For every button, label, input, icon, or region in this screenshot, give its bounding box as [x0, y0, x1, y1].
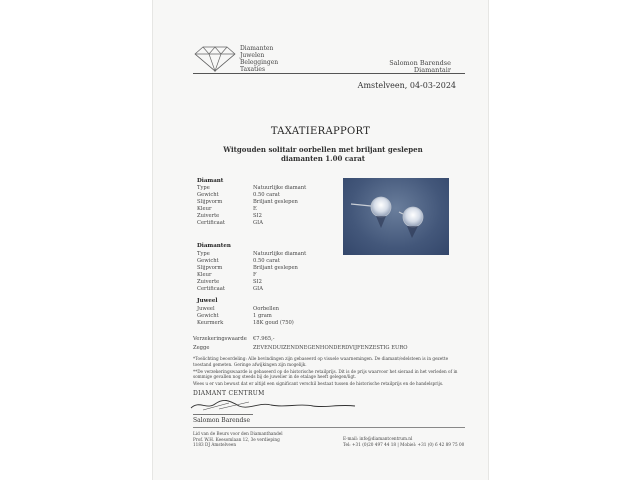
- place-date: Amstelveen, 04-03-2024: [357, 81, 456, 90]
- detail-key: Verzekeringswaarde: [193, 336, 247, 342]
- logo-text: [240, 45, 278, 73]
- document-subtitle: Witgouden solitair oorbellen met briljant geslepen diamanten 1.00 carat: [223, 145, 423, 163]
- footer-line-text: Lid van de Beurs voor den Diamanthandel: [193, 431, 283, 436]
- detail-row: [197, 185, 337, 192]
- document-title: TAXATIERAPPORT: [270, 126, 371, 137]
- detail-value: F: [253, 272, 257, 278]
- detail-key: Gewicht: [197, 192, 219, 198]
- detail-key: Gewicht: [197, 258, 219, 264]
- detail-row: [197, 265, 337, 272]
- value-in-words-row: [193, 345, 463, 352]
- detail-value: GIA: [253, 286, 263, 292]
- detail-value: E: [253, 206, 257, 212]
- detail-key: Zuiverte: [197, 213, 220, 219]
- detail-key: Kleur: [197, 206, 212, 212]
- detail-row: [197, 206, 337, 213]
- valuation-details: [193, 336, 463, 352]
- footnote: Wees u er van bewust dat er altijd een significant verschil bestaat tussen de historische retailprijs en de handelsprijs.: [193, 381, 444, 386]
- detail-value: 18K goud (750): [253, 320, 294, 326]
- detail-key: Juweel: [197, 306, 215, 312]
- insured-value-row: [193, 336, 463, 345]
- detail-value: Briljant geslepen: [253, 265, 298, 271]
- detail-value: Oorbellen: [253, 306, 279, 312]
- footer-address: [193, 431, 283, 448]
- footer-line-text: 1183 DJ Amstelveen: [193, 442, 237, 447]
- letterhead-divider: [193, 73, 465, 74]
- value-in-words: ZEVENDUIZENDNEGENHONDERDVIJFENZESTIG EURO: [253, 345, 408, 351]
- logo-word: Beleggingen: [240, 59, 279, 66]
- detail-key: Type: [197, 251, 210, 257]
- footer-divider: [193, 427, 465, 428]
- section-heading-diamanten: Diamanten: [197, 243, 231, 249]
- earrings-photo: [343, 178, 449, 255]
- detail-row: [197, 220, 337, 227]
- detail-row: [197, 192, 337, 199]
- detail-key: Zegge: [193, 345, 210, 351]
- detail-value: Natuurlijke diamant: [253, 251, 307, 257]
- detail-key: Type: [197, 185, 210, 191]
- detail-key: Slijpvorm: [197, 199, 223, 205]
- logo-word: Taxaties: [240, 66, 266, 73]
- detail-row: [197, 258, 337, 265]
- owner-role: Diamantair: [413, 66, 451, 74]
- detail-value: Briljant geslepen: [253, 199, 298, 205]
- detail-key: Slijpvorm: [197, 265, 223, 271]
- footer-line-text: Prof. W.H. Keesomlaan 12, 3e verdieping: [193, 436, 280, 442]
- footer-contact: [343, 436, 464, 447]
- detail-key: Zuiverte: [197, 279, 220, 285]
- detail-key: Kleur: [197, 272, 212, 278]
- diamanten-details: [197, 251, 337, 293]
- detail-row: [197, 306, 337, 313]
- detail-value: Natuurlijke diamant: [253, 185, 307, 191]
- logo-word: Juwelen: [240, 52, 265, 59]
- detail-value: SI2: [253, 279, 262, 285]
- detail-value: 0.50 carat: [253, 192, 280, 198]
- diamant-details: [197, 185, 337, 227]
- section-heading-diamant: Diamant: [197, 178, 224, 184]
- signatory-name: Salomon Barendse: [193, 417, 251, 424]
- handwritten-signature: [189, 396, 359, 414]
- footnote: **De verzekeringswaarde is gebaseerd op de historische retailprijs. Dit is de prijs waarvoor het sieraad in het verleden of in sommige gevallen nog steeds bij de juwelier in de etalage heeft gelegen/ligt.: [193, 368, 458, 379]
- detail-key: Gewicht: [197, 313, 219, 319]
- detail-row: [197, 213, 337, 220]
- insured-value: €7.965,-: [253, 336, 275, 342]
- detail-row: [197, 251, 337, 258]
- owner-name: Salomon Barendse: [389, 59, 451, 67]
- signature-line: [193, 414, 253, 415]
- detail-row: [197, 279, 337, 286]
- detail-row: [197, 272, 337, 279]
- detail-key: Certificaat: [197, 286, 225, 292]
- appraisal-document: [153, 0, 488, 480]
- footer-phone: Tel: +31 (0)20 497 44 18 | Mobiel: +31 (0) 6 42 89 75 00: [343, 441, 465, 447]
- owner-block: [389, 60, 451, 74]
- detail-value: SI2: [253, 213, 262, 219]
- detail-row: [197, 199, 337, 206]
- diamond-logo-icon: [193, 44, 237, 72]
- juweel-details: [197, 306, 337, 327]
- detail-row: [197, 313, 337, 320]
- logo-word: Diamanten: [240, 45, 274, 52]
- organization-name: DIAMANT CENTRUM: [193, 390, 265, 397]
- section-heading-juweel: Juweel: [197, 298, 218, 304]
- detail-value: 1 gram: [253, 313, 272, 319]
- detail-value: GIA: [253, 220, 263, 226]
- footnote: *Toelichting beoordeling: Alle bevindingen zijn gebaseerd op visuele waarnemingen. De diamant/edelsteen is in gezette toestand gemeten. Geringe afwijkingen zijn mogelijk.: [193, 356, 449, 367]
- detail-row: [197, 286, 337, 293]
- detail-key: Certificaat: [197, 220, 225, 226]
- detail-row: [197, 320, 337, 327]
- detail-value: 0.50 carat: [253, 258, 280, 264]
- detail-key: Keurmerk: [197, 320, 224, 326]
- footer-email: E-mail: info@diamantcentrum.nl: [343, 436, 413, 441]
- earrings-image-icon: [343, 178, 449, 255]
- footnotes: [193, 356, 463, 388]
